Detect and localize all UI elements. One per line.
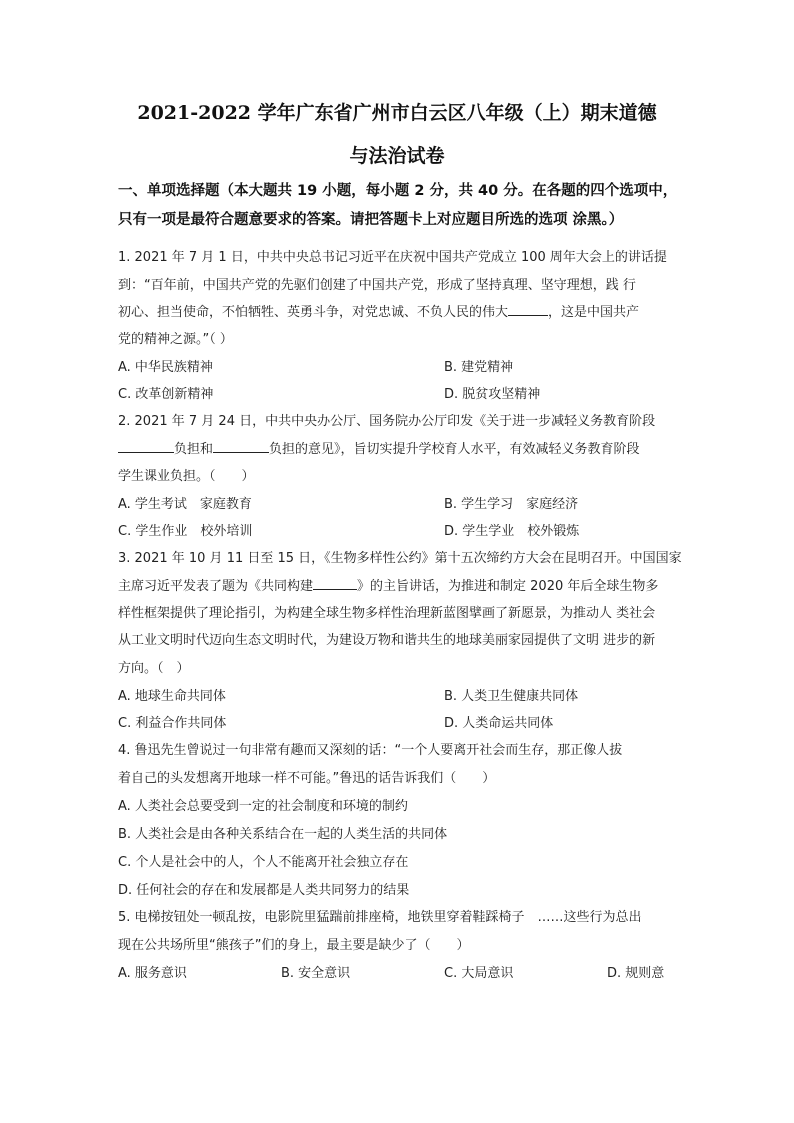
q3-option-c: C. 利益合作共同体 — [118, 716, 227, 731]
q2-option-c: C. 学生作业 校外培训 — [118, 524, 253, 539]
q1-option-d: D. 脱贫攻坚精神 — [444, 387, 541, 402]
q1-line-3-end: ，这是中国共产 — [548, 305, 640, 320]
q5-option-a: A. 服务意识 — [118, 966, 187, 981]
q3-line-1: 3. 2021 年 10 月 11 日至 15 日，《生物多样性公约》第十五次缔约方大会在昆明召开。中国国家 — [118, 551, 682, 566]
q1-line-4: 党的精神之源。”（ ） — [118, 332, 233, 347]
q3-option-a: A. 地球生命共同体 — [118, 689, 226, 704]
q5-option-d: D. 规则意 — [607, 966, 665, 981]
q4-option-a: A. 人类社会总要受到一定的社会制度和环境的制约 — [118, 799, 408, 814]
q5-option-b: B. 安全意识 — [281, 966, 351, 981]
q3-line-2-end: 》的主旨讲话，为推进和制定 2020 年后全球生物多 — [357, 579, 659, 594]
exam-title-line-1: 2021-2022 学年广东省广州市白云区八年级（上）期末道德 — [137, 102, 657, 124]
answer-blank — [118, 440, 174, 453]
answer-blank — [508, 303, 548, 316]
q1-option-c: C. 改革创新精神 — [118, 387, 214, 402]
section-heading: 一、单项选择题（本大题共 19 小题，每小题 2 分，共 40 分。在各题的四个选项中，只有一项是最符合题意要求的答案。请把答题卡上对应题目所选的选项 涂黑。） — [118, 183, 678, 228]
q3-line-3: 样性框架提供了理论指引，为构建全球生物多样性治理新蓝图擘画了新愿景，为推动人 类社会 — [118, 606, 656, 621]
q2-line-2-end: 负担的意见》，旨切实提升学校育人水平，有效减轻义务教育阶段 — [269, 442, 640, 457]
answer-blank — [313, 577, 357, 590]
q3-line-2-start: 主席习近平发表了题为《共同构建 — [118, 579, 314, 594]
q2-line-3: 学生课业负担。（ ） — [118, 469, 255, 484]
answer-blank — [213, 440, 269, 453]
q4-line-1: 4. 鲁迅先生曾说过一句非常有趣而又深刻的话：“一个人要离开社会而生存，那正像人拔 — [118, 743, 623, 758]
q3-line-5: 方向。（ ） — [118, 661, 190, 676]
q4-line-2: 着自己的头发想离开地球一样不可能。”鲁迅的话告诉我们（ ） — [118, 771, 496, 786]
q2-option-a: A. 学生考试 家庭教育 — [118, 497, 252, 512]
q1-line-2: 到：“百年前，中国共产党的先驱们创建了中国共产党，形成了坚持真理、坚守理想，践 行 — [118, 278, 636, 293]
q5-line-1: 5. 电梯按钮处一顿乱按，电影院里猛踹前排座椅，地铁里穿着鞋踩椅子 ……这些行为总出 — [118, 910, 642, 925]
q2-line-2-start: 负担和 — [174, 442, 214, 457]
q1-line-3-start: 初心、担当使命，不怕牺牲、英勇斗争，对党忠诚、不负人民的伟大 — [118, 305, 509, 320]
q1-option-b: B. 建党精神 — [444, 360, 514, 375]
q2-option-d: D. 学生学业 校外锻炼 — [444, 524, 580, 539]
q3-line-2 — [118, 575, 658, 594]
q5-line-2: 现在公共场所里“熊孩子”们的身上，最主要是缺少了（ ） — [118, 938, 470, 953]
q1-line-1: 1. 2021 年 7 月 1 日，中共中央总书记习近平在庆祝中国共产党成立 100 周年大会上的讲话提 — [118, 250, 667, 265]
q4-option-c: C. 个人是社会中的人，个人不能离开社会独立存在 — [118, 855, 409, 870]
q2-option-b: B. 学生学习 家庭经济 — [444, 497, 579, 512]
q4-option-d: D. 任何社会的存在和发展都是人类共同努力的结果 — [118, 883, 410, 898]
q2-line-2 — [118, 438, 640, 457]
q3-line-4: 从工业文明时代迈向生态文明时代，为建设万物和谐共生的地球美丽家园提供了文明 进步的新 — [118, 633, 656, 648]
q1-option-a: A. 中华民族精神 — [118, 360, 213, 375]
q2-line-1: 2. 2021 年 7 月 24 日，中共中央办公厅、国务院办公厅印发《关于进一步减轻义务教育阶段 — [118, 414, 656, 429]
q3-option-b: B. 人类卫生健康共同体 — [444, 689, 579, 704]
q3-option-d: D. 人类命运共同体 — [444, 716, 554, 731]
q4-option-b: B. 人类社会是由各种关系结合在一起的人类生活的共同体 — [118, 827, 448, 842]
exam-title-line-2: 与法治试卷 — [349, 145, 445, 167]
q5-option-c: C. 大局意识 — [444, 966, 514, 981]
q1-line-3 — [118, 301, 639, 320]
